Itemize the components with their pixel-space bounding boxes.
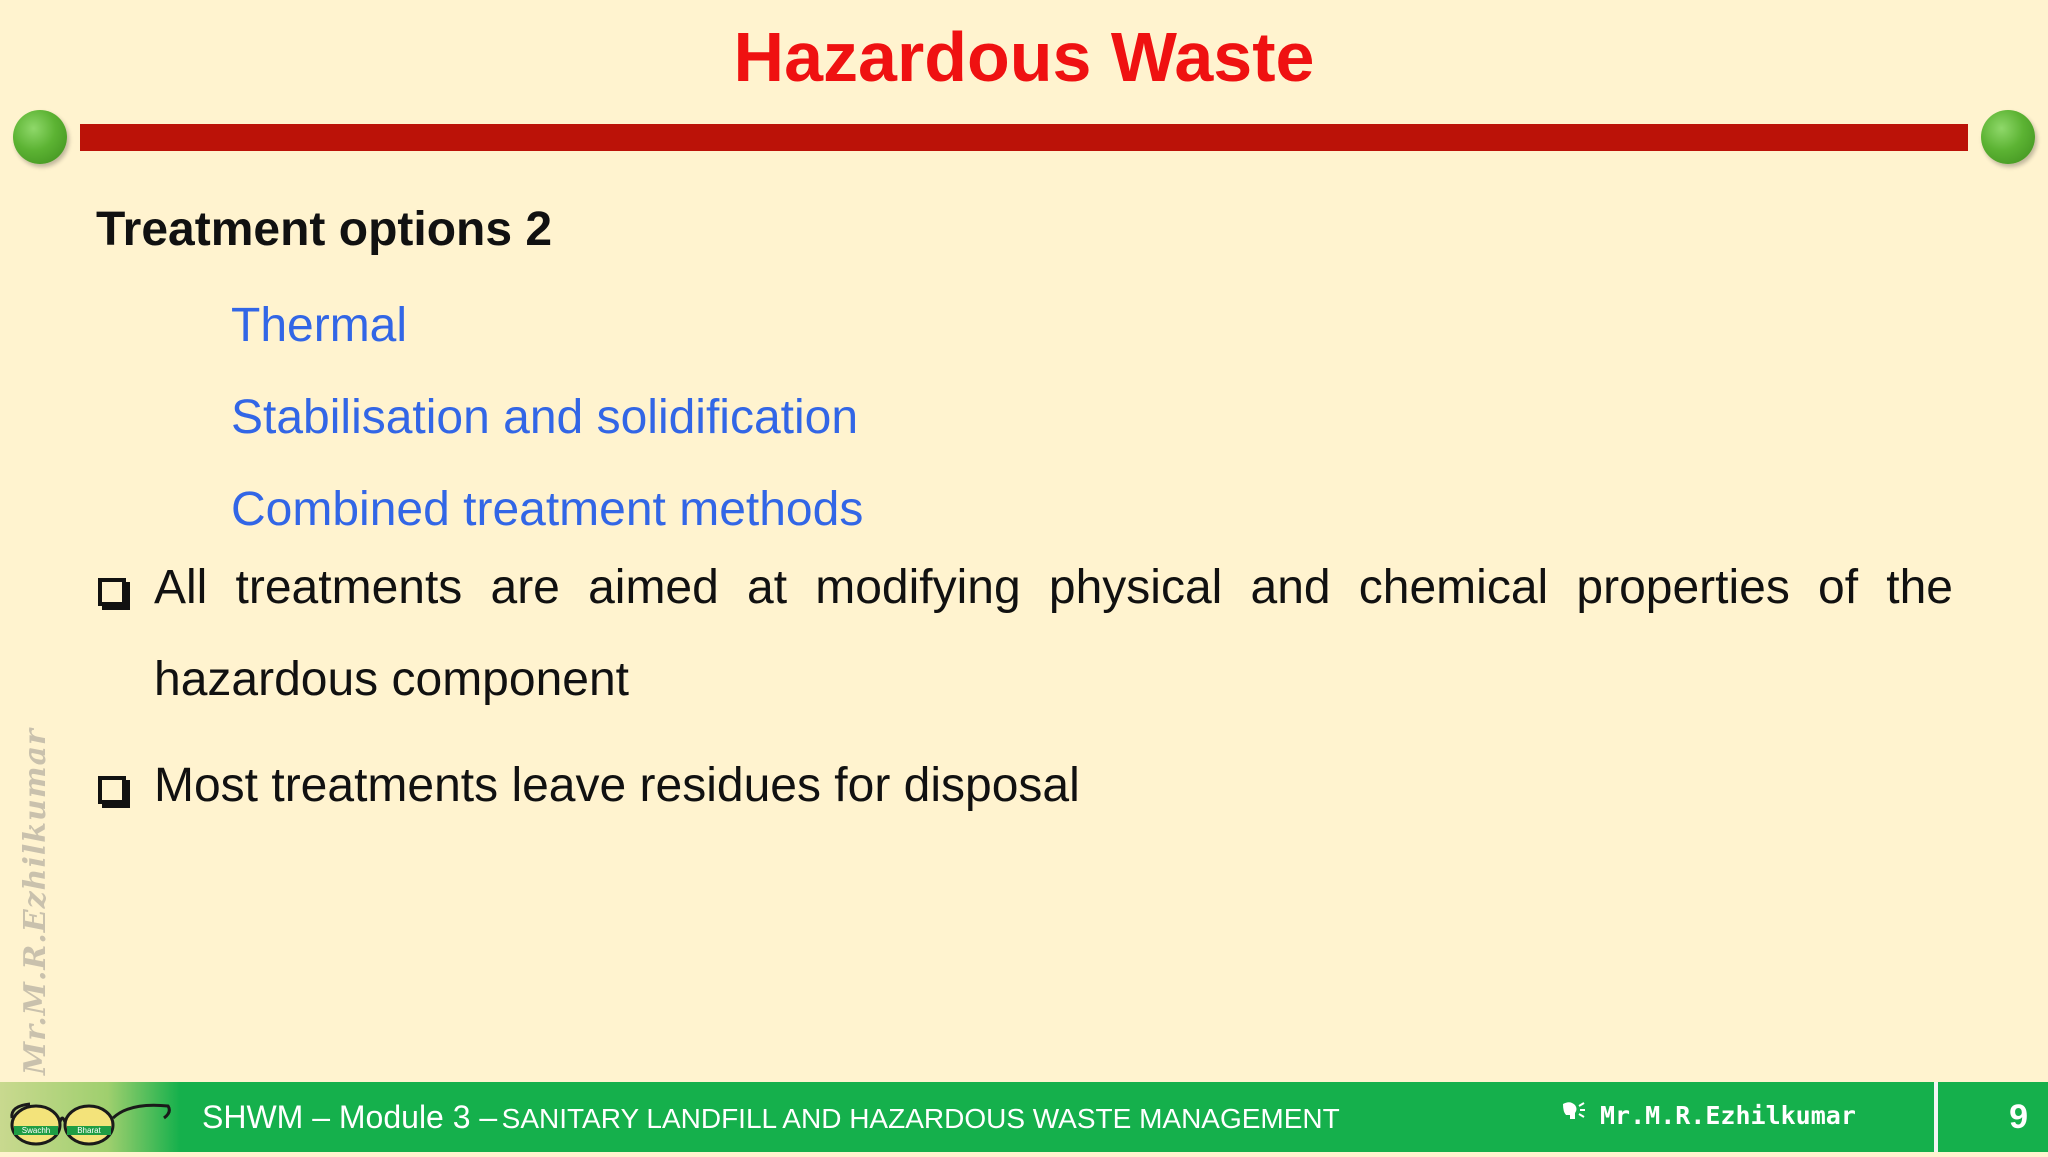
glasses-logo-icon — [0, 1082, 180, 1152]
green-dot-right-icon — [1981, 110, 2035, 164]
swachh-bharat-logo — [0, 1082, 180, 1152]
footer-subject: SANITARY LANDFILL AND HAZARDOUS WASTE MANAGEMENT — [501, 1103, 1340, 1134]
footer-author — [1560, 1098, 1856, 1134]
logo-text-swachh: Swachh — [21, 1126, 51, 1135]
treatment-option-thermal: Thermal — [231, 299, 408, 352]
slide-title: Hazardous Waste — [733, 18, 1315, 96]
speaker-icon — [1560, 1098, 1586, 1134]
treatment-option-stabilisation: Stabilisation and solidification — [231, 391, 859, 444]
page-number: 9 — [2009, 1098, 2028, 1136]
footer-divider — [1934, 1082, 1938, 1152]
footer-course-info — [202, 1097, 1340, 1144]
footer-module: SHWM – Module 3 – — [202, 1099, 498, 1135]
square-bullet-icon — [98, 578, 126, 606]
treatment-option-combined: Combined treatment methods — [231, 483, 864, 536]
bullet-text: Most treatments leave residues for disposal — [154, 759, 1080, 812]
footer-bar — [0, 1082, 2048, 1152]
author-watermark: Mr.M.R.Ezhilkumar — [18, 728, 53, 1075]
logo-text-bharat: Bharat — [77, 1126, 101, 1135]
section-heading: Treatment options 2 — [96, 203, 553, 256]
footer-author-name: Mr.M.R.Ezhilkumar — [1600, 1101, 1856, 1130]
green-dot-left-icon — [13, 110, 67, 164]
square-bullet-icon — [98, 776, 126, 804]
bullet-text: All treatments are aimed at modifying physical and chemical properties of the hazardous component — [154, 561, 1953, 706]
title-divider-bar — [80, 124, 1968, 151]
